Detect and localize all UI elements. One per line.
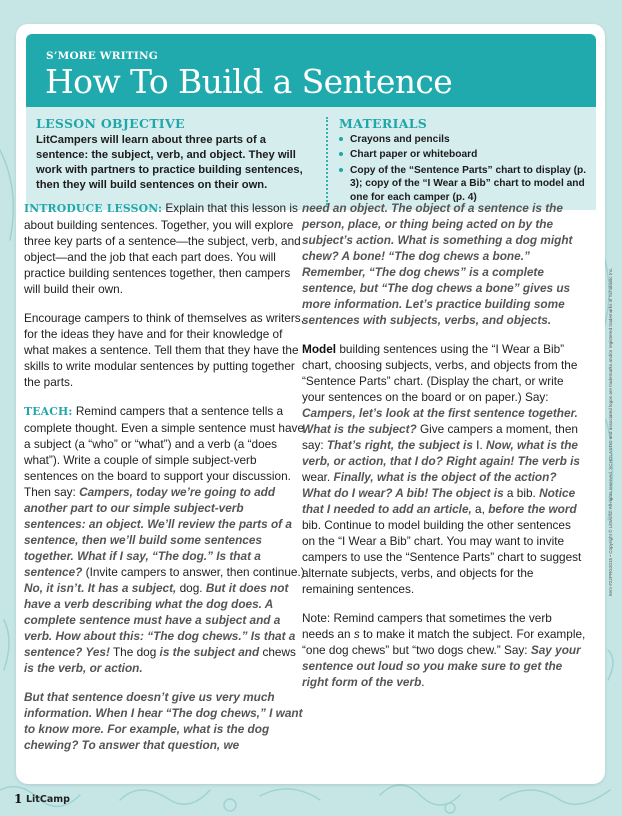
note-text: . <box>421 675 425 689</box>
note-text: to make it match the subject. For example, “one dog chews” but “two dogs chew.” Say: <box>302 627 586 657</box>
materials-list-item <box>339 164 589 204</box>
lesson-objective-text: LitCampers will learn about three parts of a sentence: the subject, verb, and object. They will work with partners to practice building sentences, then they will build sentences on their own. <box>36 134 303 191</box>
page-number: 1 <box>14 792 23 806</box>
materials-item-text: Crayons and pencils <box>350 134 450 145</box>
introduce-lesson-text: Explain that this lesson is about building sentences. Together, you will explore three key parts of a sentence—the subject, verb, and object—and the job that each part does. You will practice building sentences together, then campers will build their own. <box>24 201 301 296</box>
introduce-lesson-label: INTRODUCE LESSON: <box>24 202 163 215</box>
lesson-objective-heading: LESSON OBJECTIVE <box>36 116 185 131</box>
model-text: Give campers a moment, then say: <box>302 422 578 452</box>
introduce-lesson-paragraph <box>24 200 306 297</box>
model-text: I. <box>472 438 487 452</box>
teacher-script-paragraph: But that sentence doesn’t give us very much information. When I hear “The dog chews,” I want to know more. For example, what is the dog chewing? To answer that question, we <box>24 690 303 752</box>
materials-item-text: Chart paper or whiteboard <box>350 149 478 161</box>
model-text: a bib. <box>503 486 540 500</box>
brand-logo-text: LitCamp <box>26 794 70 805</box>
teacher-script: That’s right, the subject is <box>326 438 473 452</box>
model-text: building sentences using the “I Wear a Bib” chart, choosing subjects, verbs, and objects from the “Sentence Parts” chart. (Display the chart, or write your sentences on the board or on paper.) Say: <box>302 342 578 404</box>
teach-text: (Invite campers to answer, then continue.) <box>82 565 305 579</box>
bullet-dot-icon <box>339 137 343 141</box>
materials-item-text: Copy of the “Sentence Parts” chart to display (p. 3); copy of the “I Wear a Bib” chart to model and one for each camper (p. 4) <box>350 164 587 203</box>
teach-label: TEACH: <box>24 405 73 418</box>
objective-materials-panel <box>26 107 596 210</box>
teach-text: dog. <box>176 581 206 595</box>
teacher-script: Now, what is the verb, or action, that I do? Right again! The verb is <box>302 438 580 468</box>
teacher-script: No, it isn’t. It has a subject, <box>24 581 177 595</box>
materials-list <box>339 133 589 204</box>
note-paragraph <box>302 610 587 690</box>
lesson-objective-section <box>36 116 321 193</box>
bullet-dot-icon <box>339 152 343 156</box>
note-text: Note: Remind campers that sometimes the verb needs an <box>302 611 552 641</box>
teach-text: The dog <box>109 645 160 659</box>
teacher-script: is the subject and <box>159 645 260 659</box>
teacher-script: Finally, what is the object of the action? What do I wear? A bib! The object is <box>302 470 557 500</box>
model-label: Model <box>302 342 337 356</box>
materials-section <box>339 116 589 206</box>
materials-list-item <box>339 133 589 146</box>
materials-heading: MATERIALS <box>339 116 428 131</box>
teacher-script: Campers, let’s look at the first sentence together. What is the subject? <box>302 406 578 436</box>
right-body-column <box>302 200 587 703</box>
materials-list-item <box>339 148 589 161</box>
note-letter: s <box>353 627 360 641</box>
bullet-dot-icon <box>339 168 343 172</box>
copyright-credit: Item #22PRG2015 • Copyright © LitWorld. All rights reserved. SCHOLASTIC and associated logos are trademarks and/or registered trademarks of Scholastic Inc. <box>608 267 613 596</box>
teacher-script: Notice that I needed to add an article, <box>302 486 576 516</box>
encourage-paragraph: Encourage campers to think of themselves as writers, for the ideas they have and for their knowledge of what makes a sentence. Tell them that they have the skills to write modular sentences by putting together the parts. <box>24 311 304 389</box>
title-banner <box>26 34 596 107</box>
model-text: bib. Continue to model building the other sentences on the “I Wear a Bib” chart. You may want to invite campers to use the “Sentence Parts” chart to suggest alternate subjects, verbs, and objects for the remaining sentences. <box>302 518 582 596</box>
teacher-script: before the word <box>488 502 577 516</box>
teacher-script: But it does not have a verb describing what the dog does. A complete sentence must have a subject and a verb. How about this: “The dog chews.” Is that a sentence? Yes! <box>24 581 296 659</box>
teacher-script: Campers, today we’re going to add another part to our simple subject-verb sentences: an object. We’ll review the parts of a sentence, then we’ll build some sentences together. What if I say, “The dog.” Is that a sentence? <box>24 485 292 579</box>
series-kicker: S’MORE WRITING <box>46 50 158 62</box>
page-title: How To Build a Sentence <box>45 62 453 101</box>
model-text: a, <box>471 502 489 516</box>
teach-text: chews <box>259 645 296 659</box>
model-paragraph <box>302 341 587 597</box>
teach-text: Remind campers that a sentence tells a complete thought. Even a simple sentence must have a subject (a “who” or “what”) and a verb (a “does what”). Write a couple of simple subject-verb sentences on the board to support your discussion. Then say: <box>24 404 305 499</box>
left-body-column <box>24 200 306 766</box>
teacher-script-continued: need an object. The object of a sentence is the person, place, or thing being acted on by the subject’s action. What is something a dog might chew? A bone! “The dog chews a bone.” Remember, “The dog chews” is a complete sentence, but “The dog chews a bone” gives us more information. Let’s practice building some sentences with subjects, verbs, and objects. <box>302 201 573 327</box>
teach-paragraph <box>24 403 306 676</box>
dotted-divider <box>326 117 328 205</box>
model-text: wear. <box>302 470 334 484</box>
teacher-script: is the verb, or action. <box>24 661 143 675</box>
teacher-script: Say your sentence out loud so you make sure to get the right form of the verb <box>302 643 581 689</box>
